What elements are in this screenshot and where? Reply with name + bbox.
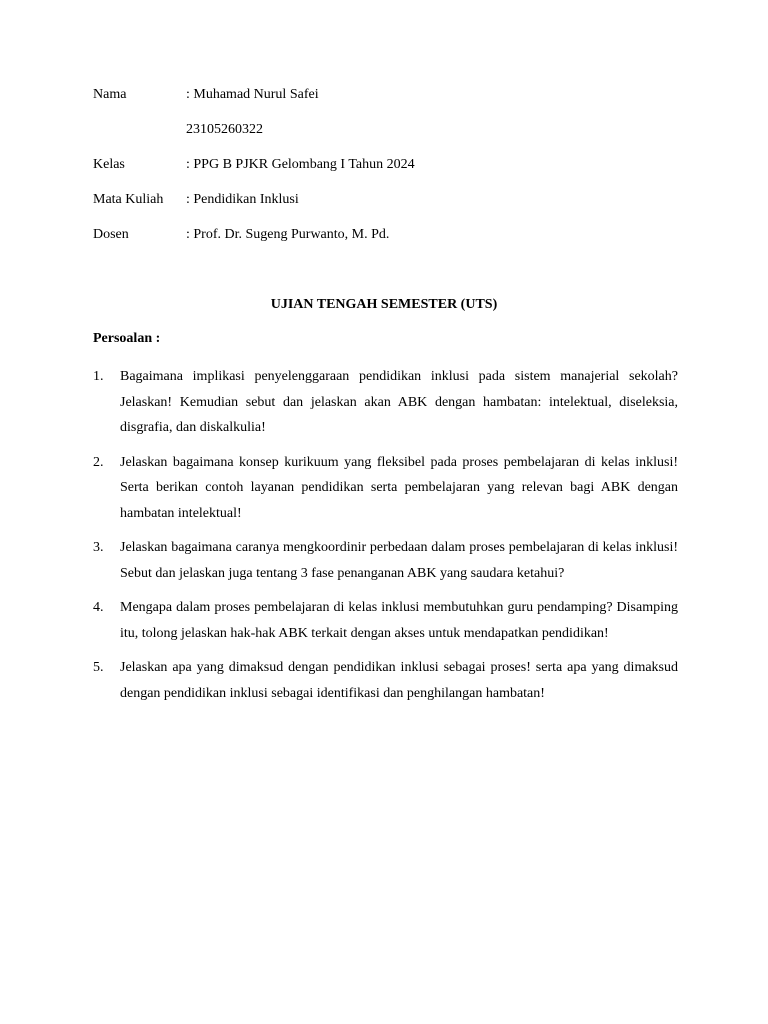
question-item	[93, 655, 678, 706]
question-list	[93, 364, 678, 715]
question-item	[93, 595, 678, 646]
mata-kuliah-label: Mata Kuliah	[93, 192, 164, 207]
dosen-value: : Prof. Dr. Sugeng Purwanto, M. Pd.	[186, 227, 390, 242]
question-number: 3.	[93, 540, 104, 555]
nim-value: 23105260322	[186, 122, 263, 137]
dosen-label: Dosen	[93, 227, 129, 242]
question-text: Bagaimana implikasi penyelenggaraan pendidikan inklusi pada sistem manajerial sekolah? Jelaskan! Kemudian sebut dan jelaskan akan ABK dengan hambatan: intelektual, diseleksia, disgrafia, dan diskalkulia!	[120, 369, 678, 435]
kelas-label: Kelas	[93, 157, 125, 172]
mata-kuliah-value: : Pendidikan Inklusi	[186, 192, 299, 207]
question-number: 5.	[93, 660, 104, 675]
question-text: Jelaskan bagaimana konsep kurikuum yang fleksibel pada proses pembelajaran di kelas inklusi! Serta berikan contoh layanan pendidikan serta pembelajaran yang relevan bagi ABK dengan hambatan intelektual!	[120, 454, 678, 521]
question-text: Jelaskan apa yang dimaksud dengan pendidikan inklusi sebagai proses! serta apa yang dimaksud dengan pendidikan inklusi sebagai identifikasi dan penghilangan hambatan!	[120, 660, 678, 701]
question-item	[93, 450, 678, 527]
name-value: : Muhamad Nurul Safei	[186, 87, 319, 102]
question-number: 1.	[93, 369, 104, 384]
name-label: Nama	[93, 87, 127, 102]
question-item	[93, 535, 678, 586]
question-number: 2.	[93, 454, 104, 470]
section-heading: Persoalan :	[93, 331, 161, 346]
question-text: Mengapa dalam proses pembelajaran di kelas inklusi membutuhkan guru pendamping? Disamping itu, tolong jelaskan hak-hak ABK terkait dengan akses untuk mendapatkan pendidikan!	[120, 600, 678, 641]
question-item	[93, 364, 678, 441]
question-text: Jelaskan bagaimana caranya mengkoordinir perbedaan dalam proses pembelajaran di kelas inklusi! Sebut dan jelaskan juga tentang 3 fase penanganan ABK yang saudara ketahui?	[120, 540, 678, 581]
kelas-value: : PPG B PJKR Gelombang I Tahun 2024	[186, 157, 415, 172]
question-number: 4.	[93, 600, 104, 615]
document-title: UJIAN TENGAH SEMESTER (UTS)	[270, 297, 498, 312]
